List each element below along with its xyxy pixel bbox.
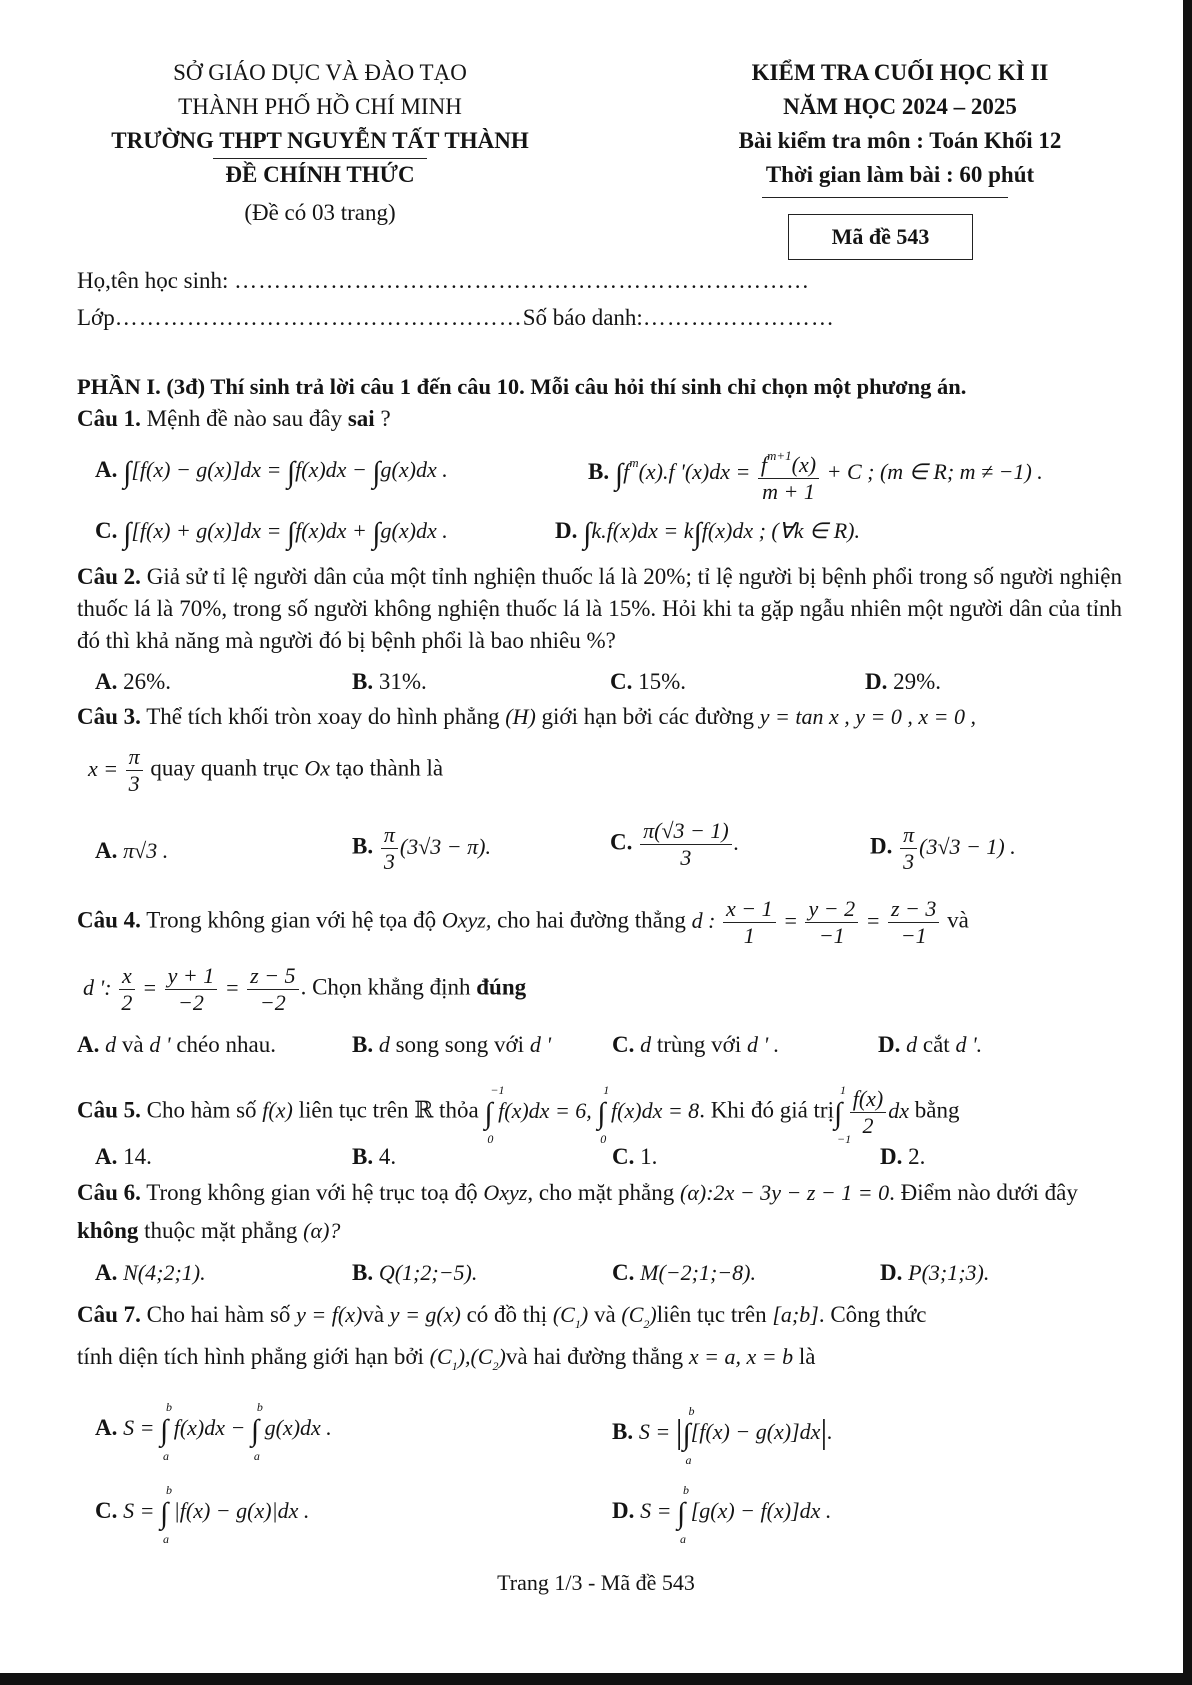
q5-number: Câu 5. <box>77 1097 141 1123</box>
option-label: B. <box>352 669 374 694</box>
student-name-field[interactable]: ……………………………………………………………… <box>234 268 811 293</box>
q5-option-d[interactable] <box>880 1144 925 1170</box>
q7-option-d[interactable]: D. S = ∫ b a [g(x) − f(x)]dx . <box>612 1483 832 1546</box>
official-underline <box>213 158 427 159</box>
option-label: C. <box>612 1144 635 1169</box>
header-dept: SỞ GIÁO DỤC VÀ ĐÀO TẠO <box>173 60 467 85</box>
q1-option-d[interactable]: D. ∫k.f(x)dx = k∫f(x)dx ; (∀k ∈ R). <box>555 517 860 550</box>
q1-text: Mệnh đề nào sau đây <box>146 406 343 431</box>
option-label: B. <box>352 1032 374 1057</box>
duration-underline <box>762 197 1008 198</box>
option-text: chéo nhau. <box>176 1032 276 1057</box>
q1-end: ? <box>380 406 391 431</box>
option-label: C. <box>612 1032 635 1057</box>
header-year: NĂM HỌC 2024 – 2025 <box>783 94 1017 119</box>
header-duration: Thời gian làm bài : 60 phút <box>765 162 1035 187</box>
q6-bold: không <box>77 1218 139 1243</box>
class-field[interactable]: …………………………………………… <box>114 305 523 330</box>
q3-option-d[interactable]: D. $\frac{\pi}{3}$ (3√3 − 1) . <box>870 822 1016 874</box>
q7-option-c[interactable]: C. S = ∫ b a |f(x) − g(x)|dx . <box>95 1483 310 1546</box>
option-text: 4. <box>378 1144 397 1169</box>
q3-text: tạo thành là <box>335 755 444 781</box>
option-label: B. <box>352 833 374 859</box>
header-official: ĐỀ CHÍNH THỨC <box>225 162 415 187</box>
q7-stem-2: tính diện tích hình phẳng giới hạn bởi $(C_1),(C_2)và$ hai đường thẳng x = a, x = b là <box>77 1344 816 1373</box>
q1-option-b[interactable]: B. $\int f^m(x).f$ '(x)dx = $\frac{f^{m+1}(x)}{m + 1}$ + C ; (m ∈ R; m ≠ −1) . <box>588 443 1043 505</box>
part1-heading: PHẦN I. (3đ) Thí sinh trả lời câu 1 đến câu 10. Mỗi câu hỏi thí sinh chỉ chọn một phương án. <box>77 374 967 399</box>
q3-option-b[interactable]: B. $\frac{\pi}{3}$ (3√3 − π). <box>352 822 491 874</box>
option-text: và <box>121 1032 144 1057</box>
option-text: 1. <box>640 1144 658 1169</box>
q3-stem: Câu 3. Thể tích khối tròn xoay do hình phẳng (H) giới hạn bởi các đường y = tan x , y = 0 , x = 0 , <box>77 704 977 729</box>
q1-number: Câu 1. <box>77 406 141 431</box>
q7-stem: Câu 7. Cho hai hàm số y = f(x)và y = g(x) có đồ thị $(C_1)$ và $(C_2)liên$ tục trên [a;b]. Công thức <box>77 1302 927 1331</box>
q4-option-d[interactable]: D. d cắt d '. <box>878 1032 983 1057</box>
option-label: A. <box>95 669 118 694</box>
option-label: C. <box>612 1260 635 1285</box>
header-school: TRƯỜNG THPT NGUYỄN TẤT THÀNH <box>111 128 529 153</box>
option-text: Q(1;2;−5). <box>378 1260 478 1285</box>
q2-number: Câu 2. <box>77 564 141 589</box>
scan-edge-right <box>1183 0 1192 1685</box>
q6-text: Trong không gian với hệ trục toạ độ <box>146 1180 478 1205</box>
option-text: 14. <box>123 1144 152 1169</box>
option-text: N(4;2;1). <box>123 1260 206 1285</box>
class-label: Lớp <box>77 305 115 330</box>
q5-option-b[interactable] <box>352 1144 396 1170</box>
q7-option-b[interactable]: B. S = |∫ b a [f(x) − g(x)]dx|. <box>612 1404 833 1467</box>
q6-stem-2: không thuộc mặt phẳng (α)? <box>77 1218 341 1243</box>
student-class-row <box>77 305 835 331</box>
option-label: A. <box>95 838 118 863</box>
option-label: C. <box>610 829 633 855</box>
q4-text: . Chọn khẳng định <box>300 974 471 1000</box>
q4-option-c[interactable]: C. d trùng với d ' . <box>612 1032 780 1057</box>
q6-option-a[interactable] <box>95 1260 206 1286</box>
q5-option-c[interactable] <box>612 1144 657 1170</box>
q2-option-b[interactable] <box>352 669 427 695</box>
q3-option-c[interactable]: C. $\frac{\pi(√3 - 1)}{3}$ . <box>610 818 740 870</box>
option-text: 2. <box>908 1144 926 1169</box>
option-label: C. <box>95 518 118 543</box>
q6-text: , cho mặt phẳng <box>527 1180 675 1205</box>
option-label: D. <box>555 518 578 543</box>
option-label: D. <box>880 1144 903 1169</box>
q3-text: Thể tích khối tròn xoay do hình phẳng <box>146 704 500 729</box>
q7-text: Cho hai hàm số <box>146 1302 291 1327</box>
option-label: D. <box>870 833 893 859</box>
option-text: 26%. <box>123 669 172 694</box>
student-name-row <box>77 268 810 294</box>
q5-option-a[interactable] <box>95 1144 152 1170</box>
q7-text: liên tục trên <box>656 1302 767 1327</box>
option-text: P(3;1;3). <box>908 1260 990 1285</box>
header-subject: Bài kiểm tra môn : Toán Khối 12 <box>738 128 1062 153</box>
q7-text: và <box>362 1302 385 1327</box>
q7-text: là <box>798 1344 816 1369</box>
q4-stem: Câu 4. Trong không gian với hệ tọa độ Oxyz, cho hai đường thẳng d : $\frac{x - 1}{1}$ = $\frac{y - 2}{-1}$ = $\frac{z - 3}{-1}$ và <box>77 896 969 948</box>
option-text: trùng với <box>656 1032 742 1057</box>
q7-text: và hai đường thẳng <box>505 1344 684 1369</box>
q6-text: . Điểm nào dưới đây <box>889 1180 1078 1205</box>
option-text: 31%. <box>378 669 427 694</box>
q7-number: Câu 7. <box>77 1302 141 1327</box>
option-text: cắt <box>922 1032 950 1057</box>
id-field[interactable]: …………………… <box>642 305 835 330</box>
exam-code: Mã đề 543 <box>831 224 930 249</box>
option-label: A. <box>95 1260 118 1285</box>
option-text: M(−2;1;−8). <box>640 1260 756 1285</box>
option-label: A. <box>77 1032 100 1057</box>
q4-stem-2: d ': $\frac{x}{2}$ = $\frac{y + 1}{-2}$ = $\frac{z - 5}{-2}$ . Chọn khẳng định đúng <box>83 963 527 1015</box>
option-label: B. <box>612 1419 634 1444</box>
q6-option-d[interactable] <box>880 1260 989 1286</box>
option-label: C. <box>95 1498 118 1523</box>
q2-text: Giả sử tỉ lệ người dân của một tỉnh nghiện thuốc lá là 20%; tỉ lệ người bị bệnh phổi trong số người nghiện thuốc lá là 70%, trong số người không nghiện thuốc lá là 15%. Hỏi khi ta gặp ngẫu nhiên một người dân của tỉnh đó thì khả năng mà người đó bị bệnh phổi là bao nhiêu %? <box>77 564 1123 653</box>
option-label: D. <box>612 1498 635 1523</box>
q3-stem-2: x = $\frac{\pi}{3}$ quay quanh trục Ox tạo thành là <box>88 744 444 796</box>
q6-stem: Câu 6. Trong không gian với hệ trục toạ độ Oxyz, cho mặt phẳng (α):2x − 3y − z − 1 = 0. Điểm nào dưới đây <box>77 1180 1078 1205</box>
q4-text: cho hai đường thẳng <box>497 907 686 933</box>
q2-option-c[interactable] <box>610 669 686 695</box>
q5-text: bằng <box>914 1097 960 1123</box>
q1-option-a[interactable]: A. ∫[f(x) − g(x)]dx = ∫f(x)dx − ∫g(x)dx . <box>95 456 448 489</box>
option-label: C. <box>610 669 633 694</box>
scan-edge-bottom <box>0 1673 1192 1685</box>
q1-option-c[interactable]: C. ∫[f(x) + g(x)]dx = ∫f(x)dx + ∫g(x)dx . <box>95 517 448 550</box>
q6-option-b[interactable] <box>352 1260 477 1286</box>
q4-bold: đúng <box>476 974 527 1000</box>
option-label: B. <box>352 1144 374 1169</box>
q6-option-c[interactable] <box>612 1260 756 1286</box>
option-label: D. <box>880 1260 903 1285</box>
option-label: B. <box>588 459 610 485</box>
header-city: THÀNH PHỐ HỒ CHÍ MINH <box>178 94 462 119</box>
q4-number: Câu 4. <box>77 907 141 933</box>
q3-option-a[interactable]: A. π√3 . <box>95 838 169 863</box>
q3-number: Câu 3. <box>77 704 141 729</box>
q2-stem <box>77 561 1122 657</box>
q5-text: liên tục trên ℝ thỏa <box>298 1097 479 1123</box>
q2-option-d[interactable] <box>865 669 941 695</box>
option-text: song song với <box>395 1032 525 1057</box>
option-label: A. <box>95 1144 118 1169</box>
page-footer: Trang 1/3 - Mã đề 543 <box>497 1570 695 1595</box>
option-label: D. <box>865 669 888 694</box>
q7-option-a[interactable]: A. S = ∫ b a f(x)dx − ∫ b a g(x)dx . <box>95 1400 332 1463</box>
option-text: 15%. <box>638 669 687 694</box>
header-exam-title: KIỂM TRA CUỐI HỌC KÌ II <box>751 60 1049 85</box>
q4-option-b[interactable]: B. d song song với d ' <box>352 1032 552 1057</box>
q5-stem: Câu 5. Cho hàm số f(x) liên tục trên ℝ thỏa ∫ −1 0 f(x)dx = 6, ∫ 1 0 f(x)dx = 8. Khi đó giá trị∫ 1 −1 $\frac{f(x)}{2}$ dx bằng <box>77 1082 960 1146</box>
q3-text: quay quanh trục <box>150 755 299 781</box>
option-text: 29%. <box>893 669 942 694</box>
q1-bold: sai <box>347 406 375 431</box>
q7-text: và <box>593 1302 616 1327</box>
option-label: B. <box>352 1260 374 1285</box>
q7-text: có đồ thị <box>466 1302 548 1327</box>
id-label: Số báo danh: <box>522 305 643 330</box>
q6-text: thuộc mặt phẳng <box>144 1218 298 1243</box>
q2-option-a[interactable] <box>95 669 171 695</box>
option-label: D. <box>878 1032 901 1057</box>
q4-text: và <box>947 907 969 933</box>
q3-text: giới hạn bởi các đường <box>541 704 755 729</box>
option-label: A. <box>95 457 118 482</box>
q4-option-a[interactable]: A. d và d ' chéo nhau. <box>77 1032 276 1057</box>
q6-number: Câu 6. <box>77 1180 141 1205</box>
q5-text: Cho hàm số <box>146 1097 257 1123</box>
header-pages: (Đề có 03 trang) <box>244 200 396 225</box>
q5-text: . Khi đó giá trị <box>699 1097 834 1123</box>
q4-text: Trong không gian với hệ tọa độ <box>146 907 437 933</box>
q1-stem <box>77 406 391 432</box>
student-name-label: Họ,tên học sinh: <box>77 268 229 293</box>
option-label: A. <box>95 1415 118 1440</box>
